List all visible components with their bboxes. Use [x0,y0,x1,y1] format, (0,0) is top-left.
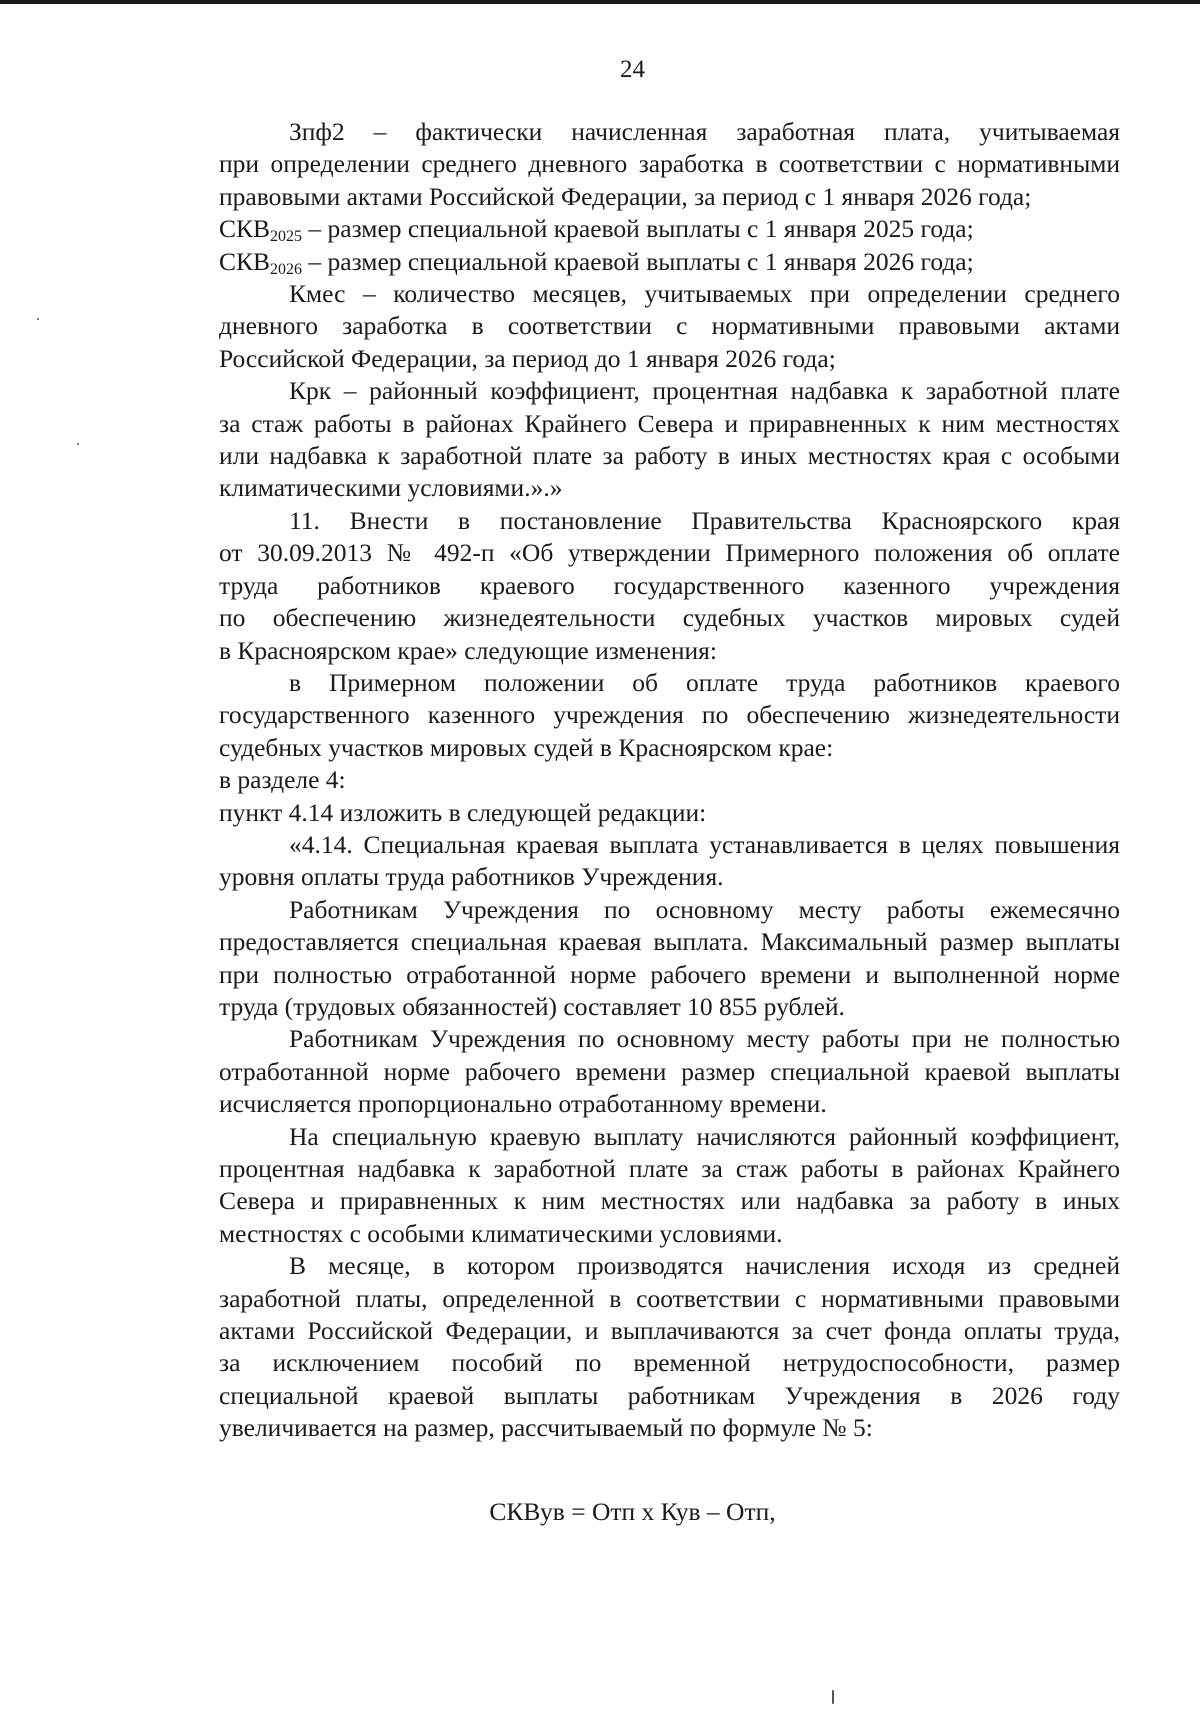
text-line: при полностью отработанной норме рабочего времени и выполненной норме [219,959,1120,989]
text-line: актами Российской Федерации, и выплачиваются за счет фонда оплаты труда, [219,1316,1120,1346]
paragraph-max-payment [149,894,1120,1024]
text-line: от 30.09.2013 № 492-п «Об утверждении Примерного положения об оплате [219,538,1120,568]
definition-krk [149,375,1120,505]
text-line: труда (трудовых обязанностей) составляет 10 855 рублей. [219,991,845,1021]
page-number: 24 [620,56,645,83]
text-line: отработанной норме рабочего времени размер специальной краевой выплаты [219,1056,1120,1086]
paragraph-increase [149,1250,1120,1444]
text-line: Работникам Учреждения по основному месту работы при не полностью [289,1024,1120,1054]
text-line: в Красноярском крае» следующие изменения: [219,635,717,665]
skv-symbol: СКВ [219,246,271,276]
text-line: Зпф2 – фактически начисленная заработная плата, учитываемая [289,117,1120,146]
text-line: Крк – районный коэффициент, процентная надбавка к заработной плате [289,376,1120,406]
text-line: правовыми актами Российской Федерации, за период с 1 января 2026 года; [219,181,1032,211]
text-line: специальной краевой выплаты работникам Учреждения в 2026 году [219,1380,1120,1410]
text-line: На специальную краевую выплату начисляются районный коэффициент, [289,1121,1120,1151]
scan-speck [77,443,79,445]
definition-skv2026 [149,246,1120,278]
scan-speck [37,318,39,320]
definition-zpf2 [149,116,1120,213]
text-line: местностях с особыми климатическими условиями. [219,1218,783,1248]
item-11 [149,505,1120,667]
paragraph-proportional [149,1023,1120,1120]
text-line: Работникам Учреждения по основному месту работы ежемесячно [289,894,1120,924]
text-line: в Примерном положении об оплате труда работников краевого [289,667,1120,697]
definition-text: – размер специальной краевой выплаты с 1 января 2026 года; [302,246,974,276]
provision-intro [149,667,1120,764]
text-line: за исключением пособий по временной нетрудоспособности, размер [219,1348,1120,1378]
skv-subscript: 2026 [270,260,303,278]
text-line: уровня оплаты труда работников Учреждения. [219,862,724,892]
text-line: предоставляется специальная краевая выплата. Максимальный размер выплаты [219,927,1120,957]
skv-symbol: СКВ [219,214,271,244]
scan-top-border [0,0,1200,4]
text-line: увеличивается на размер, рассчитываемый по формуле № 5: [219,1413,873,1443]
scan-speck [832,1690,834,1704]
section-4-ref: в разделе 4: [219,765,346,795]
text-line: при определении среднего дневного заработка в соответствии с нормативными [219,149,1120,179]
skv-subscript: 2025 [270,228,303,246]
text-line: дневного заработка в соответствии с нормативными правовыми актами [219,311,1120,341]
text-line: государственного казенного учреждения по обеспечению жизнедеятельности [219,700,1120,730]
definition-text: – размер специальной краевой выплаты с 1 января 2025 года; [302,214,974,244]
definition-skv2025 [149,213,1120,245]
paragraph-coefficients [149,1121,1120,1251]
text-line: В месяце, в котором производятся начисления исходя из средней [289,1251,1120,1281]
clause-4-14-ref: пункт 4.14 изложить в следующей редакции: [219,797,707,827]
text-line: «4.14. Специальная краевая выплата устанавливается в целях повышения [289,829,1120,859]
text-line: по обеспечению жизнедеятельности судебных участков мировых судей [219,603,1120,633]
text-line: труда работников краевого государственного казенного учреждения [219,570,1120,600]
definition-kmes [149,278,1120,375]
formula-5: СКВув = Отп х Кув – Отп, [489,1497,776,1526]
text-line: 11. Внести в постановление Правительства Красноярского края [289,505,1120,535]
text-line: Кмес – количество месяцев, учитываемых при определении среднего [289,279,1120,309]
text-line: процентная надбавка к заработной плате за стаж работы в районах Крайнего [219,1154,1120,1183]
text-line: или надбавка к заработной плате за работу в иных местностях края с особыми [219,441,1120,471]
text-line: исчисляется пропорционально отработанному времени. [219,1089,827,1119]
text-line: климатическими условиями.».» [219,473,563,503]
text-line: судебных участков мировых судей в Красноярском крае: [219,732,834,762]
text-line: Российской Федерации, за период до 1 января 2026 года; [219,343,836,373]
text-line: заработной платы, определенной в соответствии с нормативными правовыми [219,1283,1120,1313]
text-line: Севера и приравненных к ним местностях или надбавка за работу в иных [219,1186,1120,1216]
document-body [149,116,1120,1445]
text-line: за стаж работы в районах Крайнего Севера и приравненных к ним местностях [219,408,1120,438]
clause-4-14 [149,829,1120,894]
